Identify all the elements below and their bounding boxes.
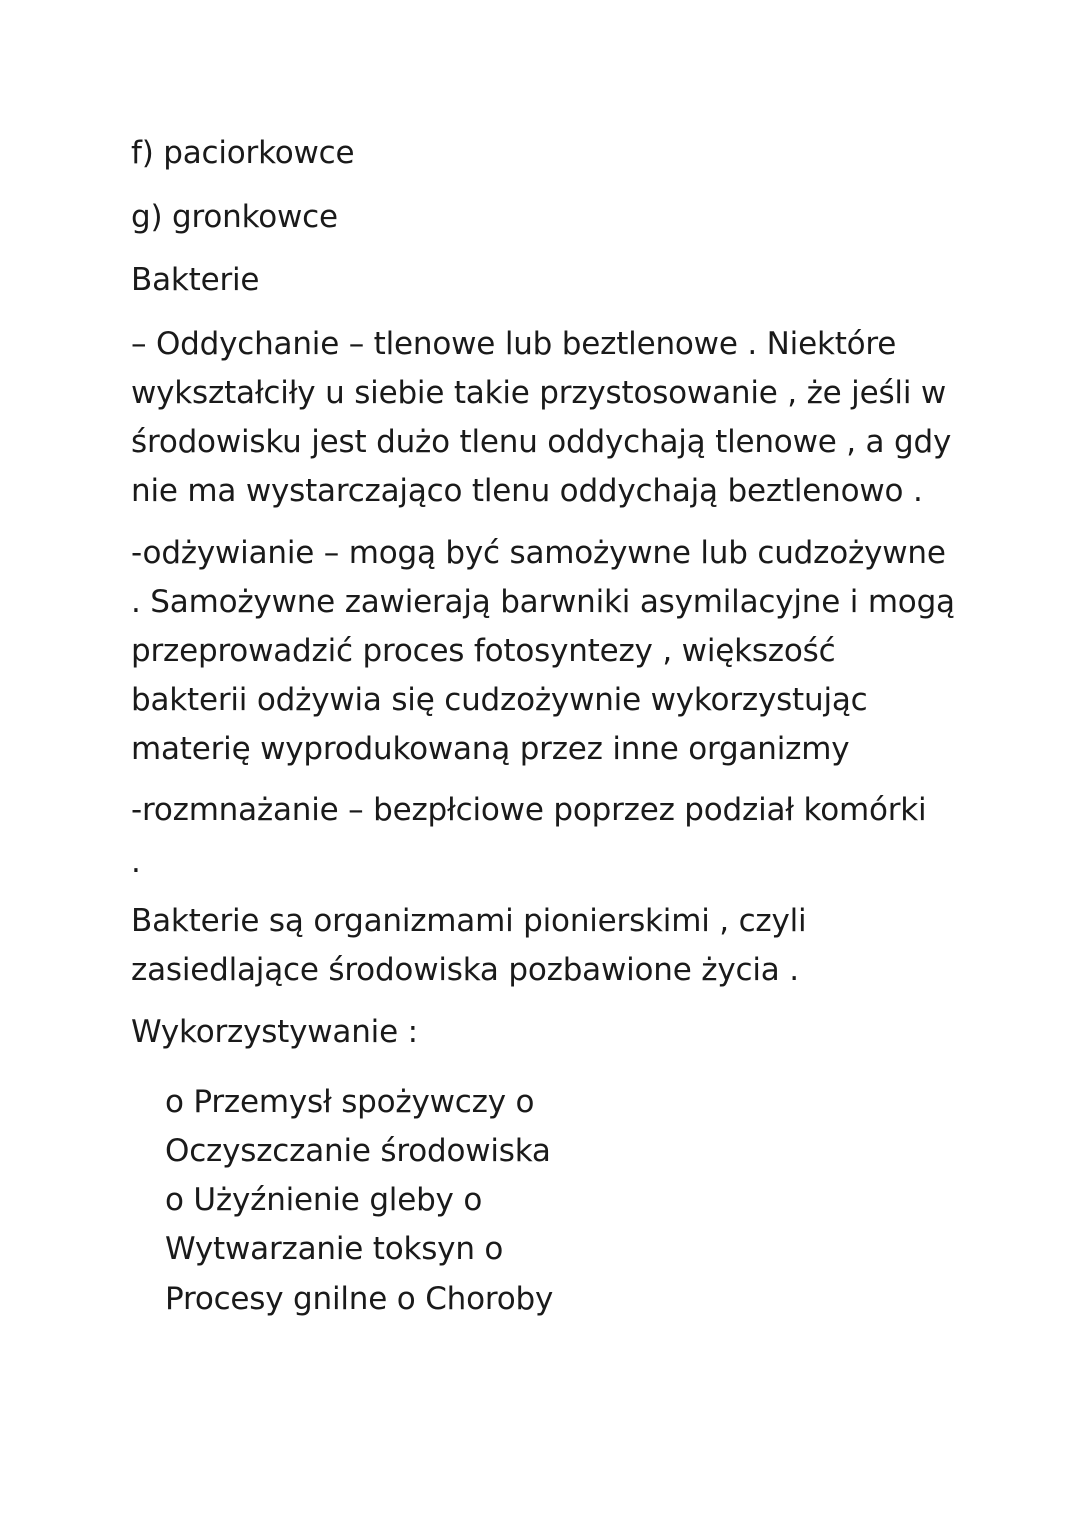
- paragraph-odzywianie-line-3: przeprowadzić proces fotosyntezy , większość: [131, 633, 836, 669]
- section-heading-wykorzystywanie: Wykorzystywanie :: [131, 1014, 418, 1050]
- list-item-f: f) paciorkowce: [131, 135, 355, 171]
- paragraph-odzywianie-line-5: materię wyprodukowaną przez inne organizmy: [131, 731, 850, 767]
- paragraph-rozmnazanie-line-2: .: [131, 844, 141, 880]
- paragraph-odzywianie-line-1: -odżywianie – mogą być samożywne lub cudzożywne: [131, 535, 946, 571]
- paragraph-pionierskie-line-1: Bakterie są organizmami pionierskimi , czyli: [131, 903, 807, 939]
- paragraph-oddychanie-line-4: nie ma wystarczająco tlenu oddychają beztlenowo .: [131, 473, 923, 509]
- usage-list-line-1: o Przemysł spożywczy o: [165, 1084, 535, 1120]
- usage-list-line-4: Wytwarzanie toksyn o: [165, 1231, 504, 1267]
- paragraph-oddychanie-line-3: środowisku jest dużo tlenu oddychają tlenowe , a gdy: [131, 424, 952, 460]
- section-heading-bakterie: Bakterie: [131, 262, 260, 298]
- usage-list-line-5: Procesy gnilne o Choroby: [165, 1281, 554, 1317]
- paragraph-pionierskie-line-2: zasiedlające środowiska pozbawione życia .: [131, 952, 799, 988]
- usage-list-line-2: Oczyszczanie środowiska: [165, 1133, 551, 1169]
- paragraph-oddychanie-line-2: wykształciły u siebie takie przystosowanie , że jeśli w: [131, 375, 947, 411]
- paragraph-rozmnazanie-line-1: -rozmnażanie – bezpłciowe poprzez podział komórki: [131, 792, 927, 828]
- paragraph-oddychanie-line-1: – Oddychanie – tlenowe lub beztlenowe . Niektóre: [131, 326, 897, 362]
- list-item-g: g) gronkowce: [131, 199, 338, 235]
- paragraph-odzywianie-line-2: . Samożywne zawierają barwniki asymilacyjne i mogą: [131, 584, 955, 620]
- paragraph-odzywianie-line-4: bakterii odżywia się cudzożywnie wykorzystując: [131, 682, 868, 718]
- usage-list-line-3: o Użyźnienie gleby o: [165, 1182, 483, 1218]
